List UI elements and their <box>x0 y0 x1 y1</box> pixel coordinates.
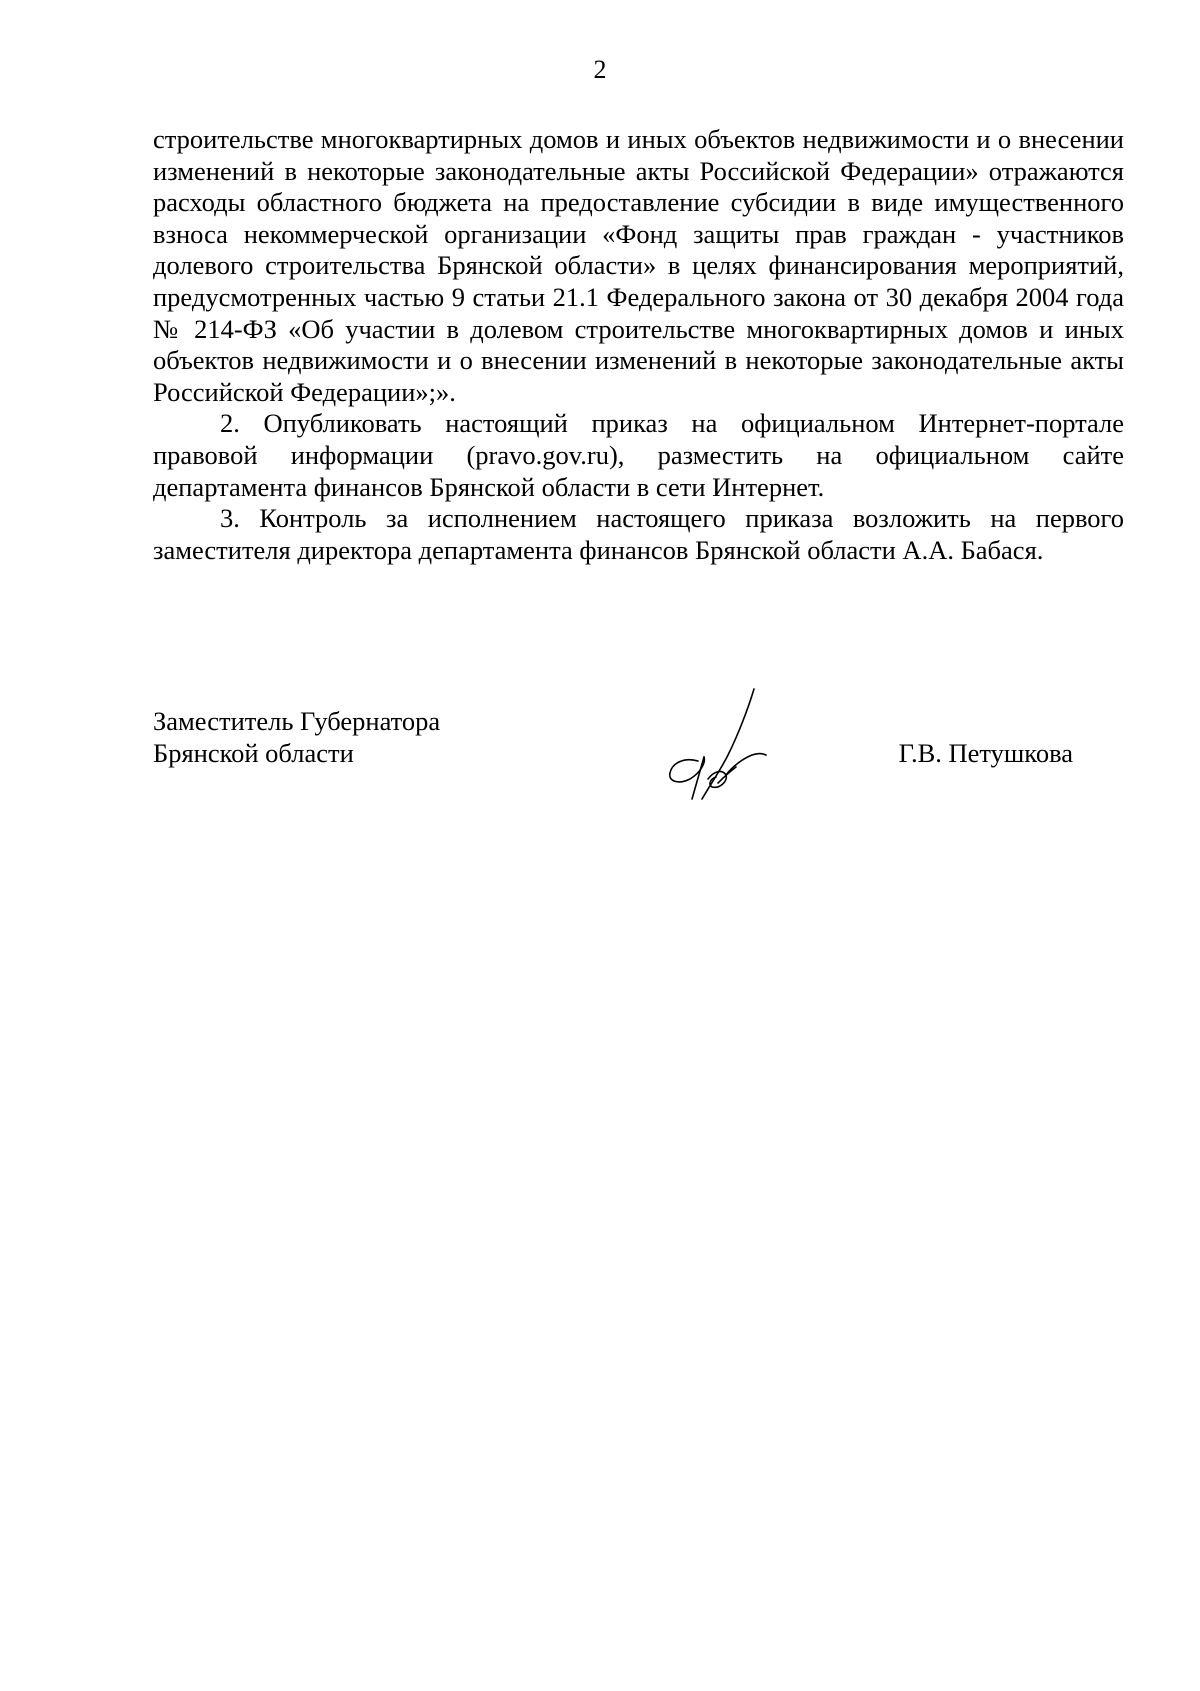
page-number: 2 <box>593 55 607 84</box>
paragraph-continuation: строительстве многоквартирных домов и иных объектов недвижимости и о внесении изменений в некоторые законодательные акты Российской Федерации» отражаются расходы областного бюджета на предоставление субсидии в виде имущественного взноса некоммерческой организации «Фонд защиты прав граждан - участников долевого строительства Брянской области» в целях финансирования мероприятий, предусмотренных частью 9 статьи 21.1 Федерального закона от 30 декабря 2004 года № 214-ФЗ «Об участии в долевом строительстве многоквартирных домов и иных объектов недвижимости и о внесении изменений в некоторые законодательные акты Российской Федерации»;». <box>153 124 1124 407</box>
paragraph-item-3: 3. Контроль за исполнением настоящего приказа возложить на первого заместителя директора департамента финансов Брянской области А.А. Бабася. <box>153 503 1124 565</box>
signatory-position-line1: Заместитель Губернатора <box>153 706 441 736</box>
handwritten-signature <box>658 687 788 807</box>
paragraph-item-2: 2. Опубликовать настоящий приказ на официальном Интернет-портале правовой информации (pravo.gov.ru), разместить на официальном сайте департамента финансов Брянской области в сети Интернет. <box>153 408 1124 502</box>
signatory-name: Г.В. Петушкова <box>898 738 1073 768</box>
signature-block <box>153 705 1124 815</box>
signatory-position <box>153 705 440 769</box>
signatory-position-line2: Брянской области <box>153 738 354 768</box>
document-body <box>153 124 1124 566</box>
